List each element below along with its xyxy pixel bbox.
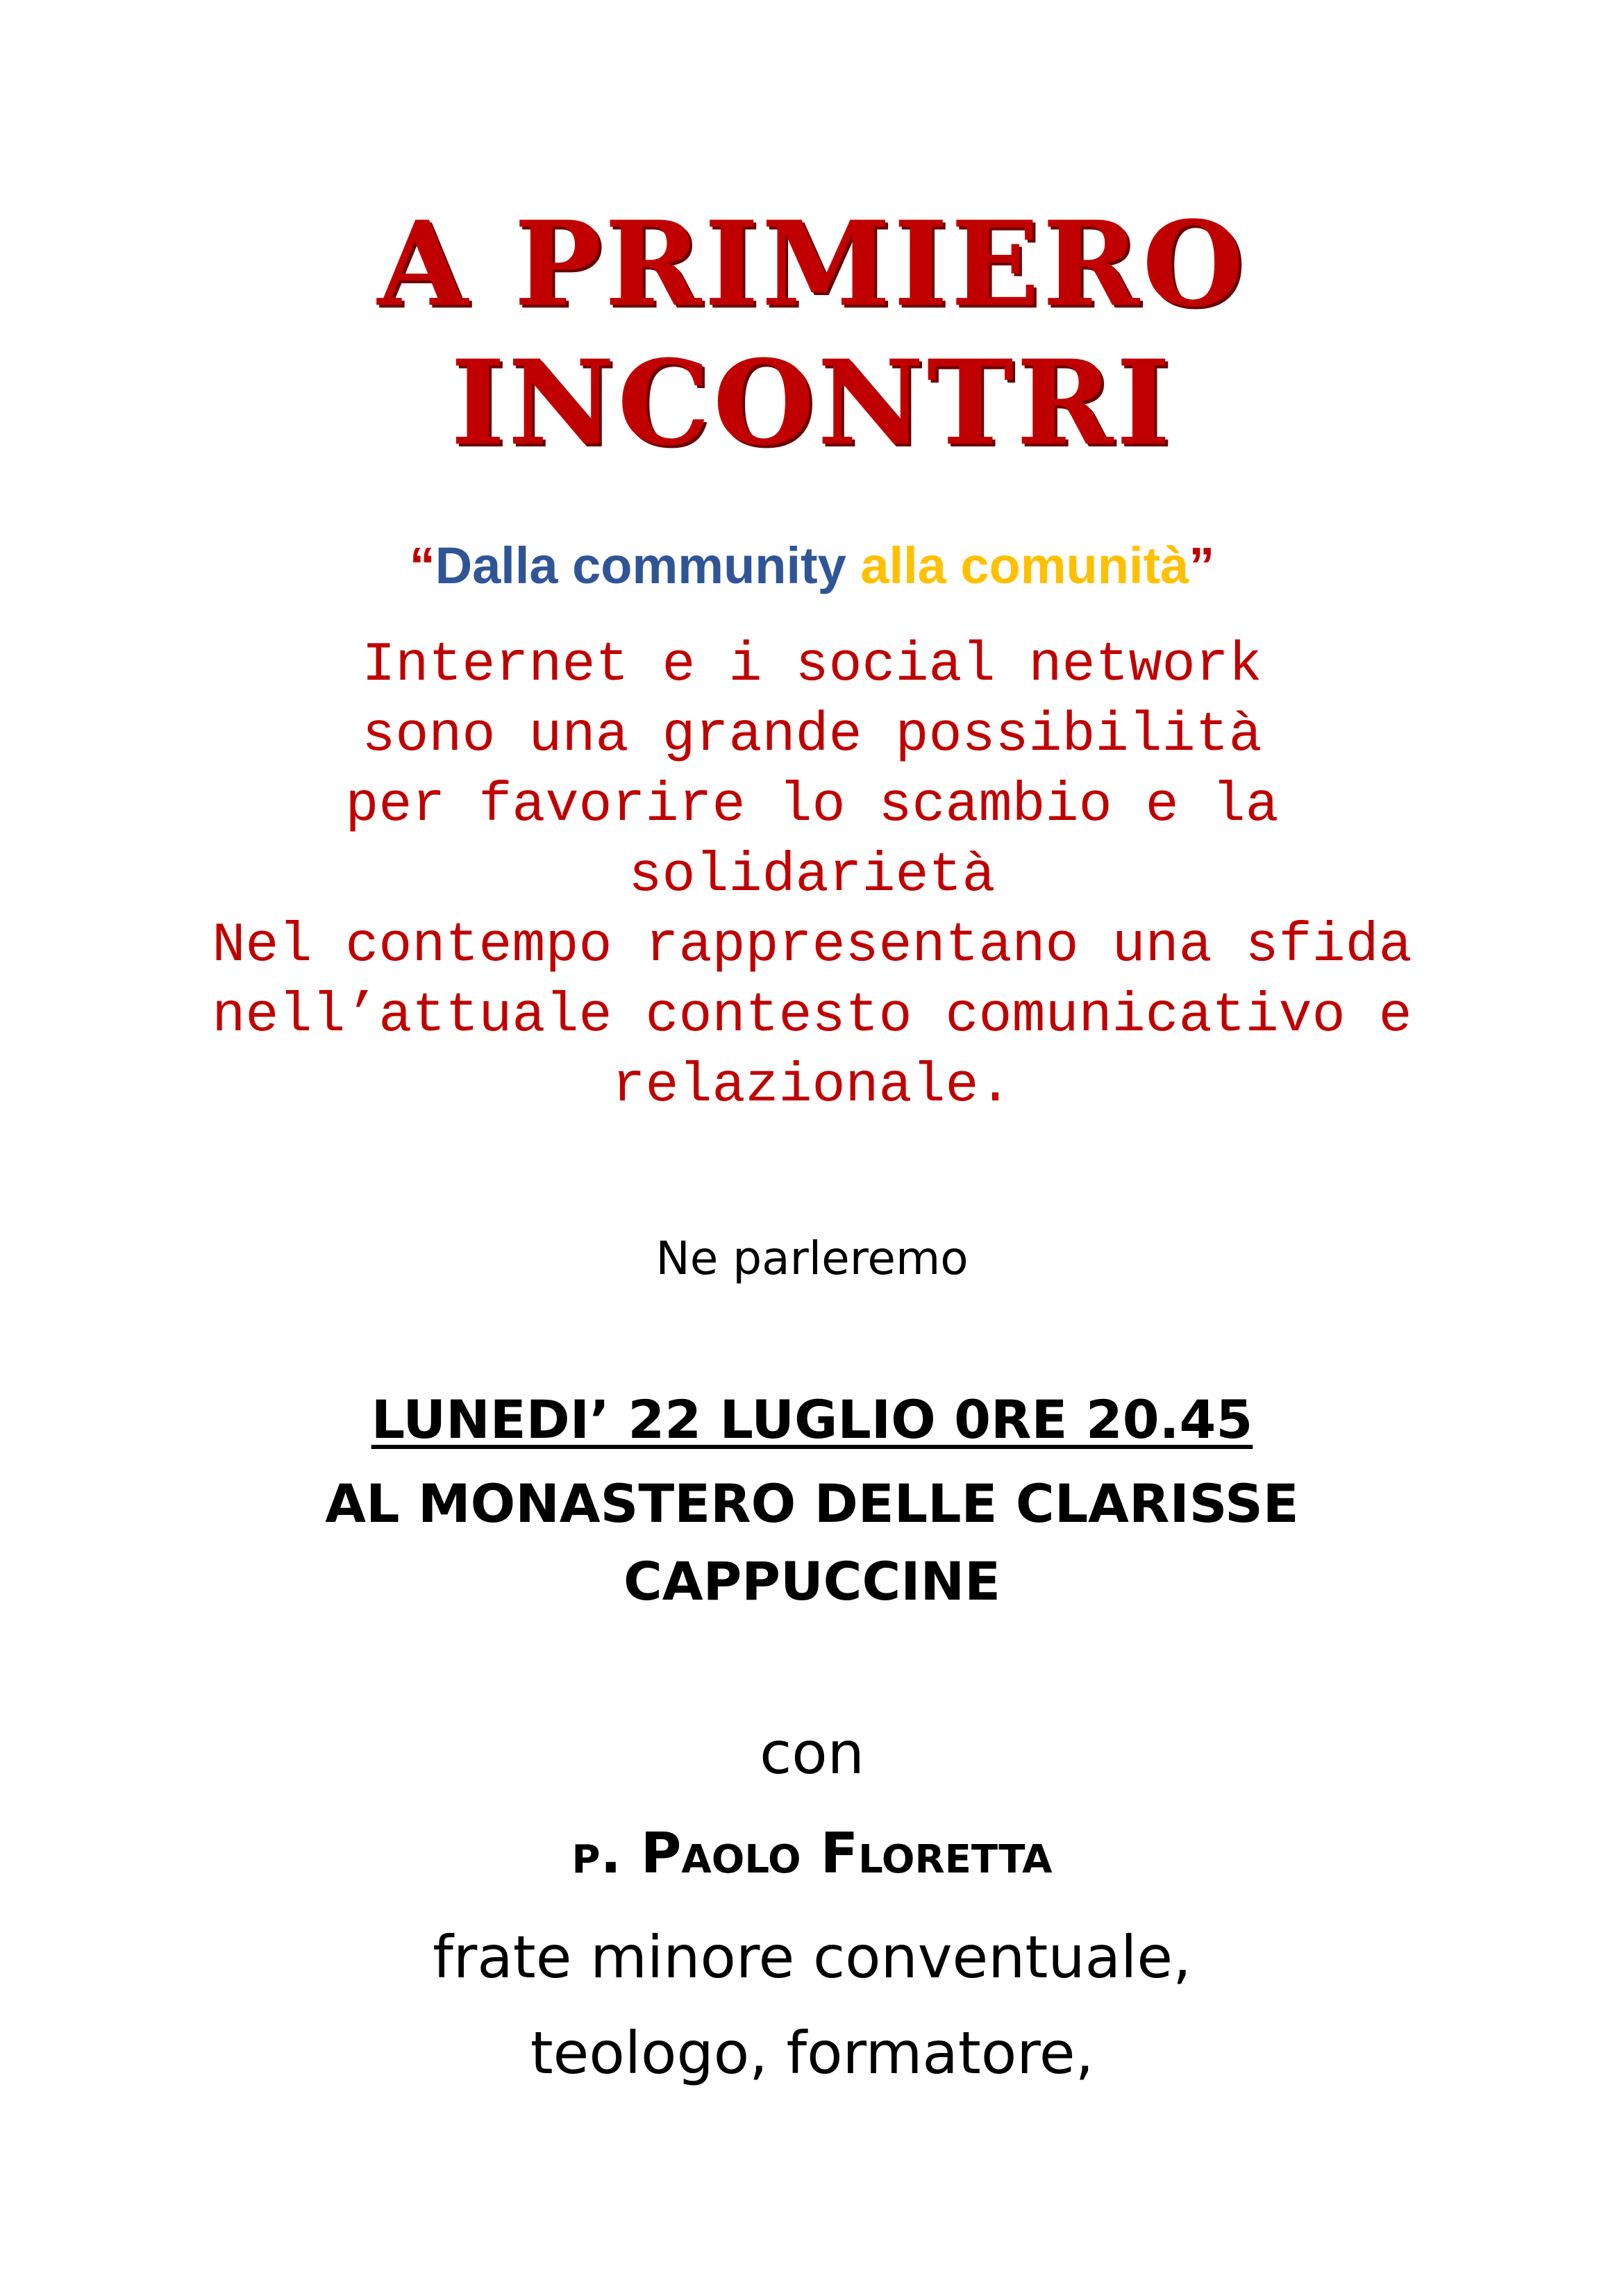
with-label: con [760,1719,864,1787]
description-line: per favorire lo scambio e la [345,774,1279,837]
description-line: sono una grande possibilità [362,704,1262,767]
intro-text: Ne parleremo [655,1232,969,1285]
role-line: frate minore conventuale, [433,1923,1191,1991]
description-line: solidarietà [628,844,996,907]
venue-line: CAPPUCCINE [623,1550,1001,1612]
venue-line: AL MONASTERO DELLE CLARISSE [325,1473,1299,1534]
speaker-name: p. Paolo Floretta [571,1821,1053,1886]
event-venue [0,1465,1624,1620]
description-line: relazionale. [612,1055,1012,1118]
subtitle-open-quote: “ [409,537,435,594]
subtitle-yellow-part: alla comunità [860,537,1189,594]
role-line: teologo, formatore, [530,2019,1094,2087]
poster-title: A PRIMIERO INCONTRI [377,195,1247,471]
subtitle-close-quote: ” [1189,537,1215,594]
description-line: Internet e i social network [362,634,1262,697]
event-subtitle [0,535,1624,597]
event-date-time: LUNEDI’ 22 LUGLIO 0RE 20.45 [371,1389,1253,1450]
speaker-role [0,1909,1624,2101]
description-text [0,630,1624,1121]
description-line: Nel contempo rappresentano una sfida [212,914,1412,978]
subtitle-blue-part: Dalla community [435,537,846,594]
description-line: nell’attuale contesto comunicativo e [212,984,1412,1048]
